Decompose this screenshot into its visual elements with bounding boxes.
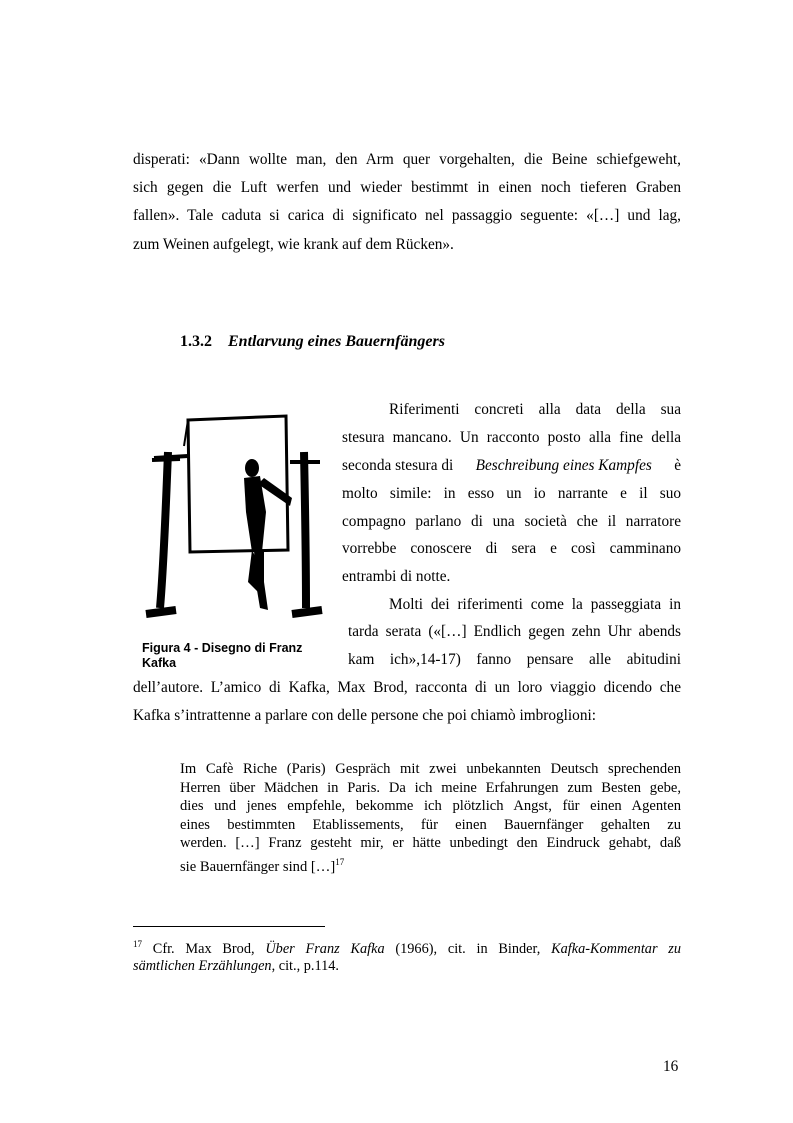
text-line: fallen». Tale caduta si carica di significato nel passaggio seguente: «[…] und lag, (133, 207, 681, 224)
text-line: compagno parlano di una società che il narratore (342, 513, 681, 530)
text-line: sich gegen die Luft werfen und wieder bestimmt in einen noch tieferen Graben (133, 179, 681, 196)
text-segment: (1966), cit. in Binder, (395, 940, 541, 957)
quote-line: dies und jenes empfehle, bekomme ich plötzlich Angst, für einen Agenten (180, 798, 681, 814)
quote-line: werden. […] Franz gesteht mir, er hätte unbedingt den Eindruck gehabt, daß (180, 835, 681, 851)
page-number: 16 (663, 1058, 679, 1075)
text-line: vorrebbe conoscere di sera e così camminano (342, 540, 681, 557)
text-segment: seconda stesura di (342, 457, 454, 474)
text-line: Kafka s’intrattenne a parlare con delle persone che poi chiamò imbroglioni: (133, 707, 596, 724)
book-title: Über Franz Kafka (265, 940, 385, 957)
text-line: dell’autore. L’amico di Kafka, Max Brod, racconta di un loro viaggio dicendo che (133, 679, 681, 696)
footnote-divider (133, 926, 325, 927)
quote-text: sie Bauernfänger sind […] (180, 858, 336, 875)
text-line: kam ich»,14-17) fanno pensare alle abitudini (348, 651, 681, 668)
book-title: Kafka-Kommentar zu (551, 940, 681, 957)
text-segment: , cit., p.114. (271, 958, 339, 974)
quote-line (180, 853, 681, 876)
footnote-number: 17 (133, 939, 142, 949)
text-line: Molti dei riferimenti come la passeggiata in (389, 596, 681, 613)
text-segment: Cfr. Max Brod, (152, 940, 255, 957)
text-line: tarda serata («[…] Endlich gegen zehn Uhr abends (348, 623, 681, 640)
kafka-drawing-figure (140, 412, 326, 627)
figure-caption (142, 641, 317, 671)
quote-line: eines bestimmten Etablissements, für einen Bauernfänger gehalten zu (180, 816, 681, 833)
section-title: Entlarvung eines Bauernfängers (228, 333, 445, 350)
text-segment: è (674, 457, 681, 474)
section-number: 1.3.2 (180, 333, 212, 350)
text-line: stesura mancano. Un racconto posto alla fine della (342, 429, 681, 446)
text-line: disperati: «Dann wollte man, den Arm quer vorgehalten, die Beine schiefgeweht, (133, 151, 681, 168)
section-heading (180, 333, 445, 351)
book-title: Beschreibung eines Kampfes (475, 457, 652, 474)
footnote-reference[interactable]: 17 (335, 856, 345, 867)
quote-line: Im Cafè Riche (Paris) Gespräch mit zwei unbekannten Deutsch sprechenden (180, 761, 681, 777)
footnote-line (133, 956, 681, 976)
text-line: molto simile: in esso un io narrante e il suo (342, 485, 681, 502)
quote-line: Herren über Mädchen in Paris. Da ich meine Erfahrungen zum Besten gebe, (180, 779, 681, 796)
text-line (342, 456, 681, 476)
book-title: sämtlichen Erzählungen (133, 958, 272, 974)
text-line: zum Weinen aufgelegt, wie krank auf dem Rücken». (133, 236, 454, 253)
caption-line: Kafka (142, 656, 177, 670)
text-line: Riferimenti concreti alla data della sua (389, 401, 681, 418)
text-line: entrambi di notte. (342, 568, 451, 585)
caption-line: Figura 4 - Disegno di Franz (142, 641, 303, 655)
